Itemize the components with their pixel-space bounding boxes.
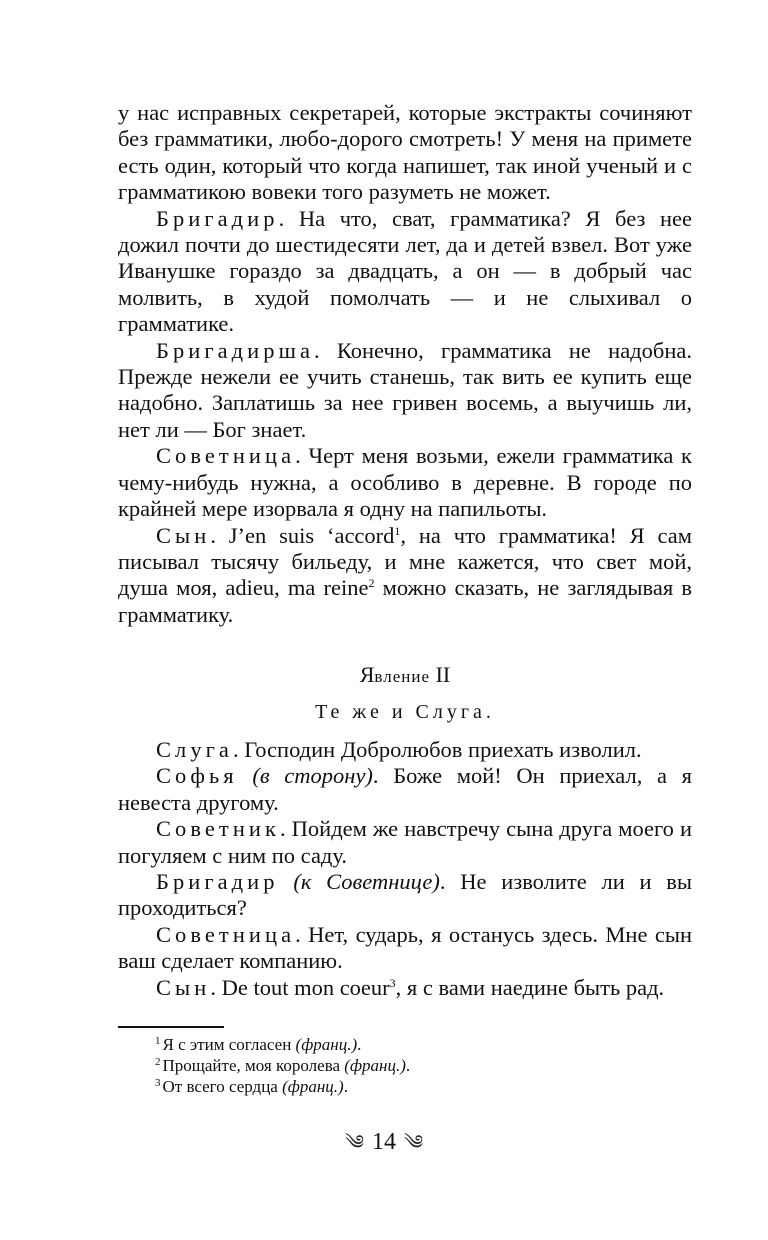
footnote-text: От всего сердца [162, 1077, 283, 1096]
scene-line-1 [118, 737, 692, 763]
ornament-right-icon: ༄ [404, 1132, 424, 1154]
paragraph-text: у нас исправных секретарей, которые экстракты сочиняют без грамматики, любо-дорого смотреть! У меня на примете есть один, который что когда напишет, так иной ученый и с грамматикою вовеки того разуметь не может. [118, 100, 692, 205]
footnotes [155, 1034, 675, 1097]
footnote-ref-2[interactable]: 2 [368, 576, 375, 591]
footnote-ref-1[interactable]: 1 [394, 523, 401, 538]
paragraph-4 [118, 443, 692, 522]
speech-text: . Господин Добролюбов приехать изволил. [232, 736, 642, 762]
footnote-2 [155, 1055, 675, 1076]
footnote-end: . [357, 1035, 362, 1054]
scene-title-initial: Я [359, 662, 375, 688]
footnote-divider [118, 1026, 224, 1028]
speech-text: . На что, сват, грамматика? Я без нее дожил почти до шестидесяти лет, да и детей взвел. Вот уже Иванушке гораздо за двадцать, а он — в добрый час молвить, в худой помолчать — и не слыхивал о грамматике. [118, 205, 692, 337]
speech-text: , на что грамматика! Я сам писывал тысячу бильеду, и мне кажется, что свет мой, душа моя, adieu, ma reine [118, 522, 692, 601]
main-text [118, 100, 692, 1001]
footnote-end: . [343, 1077, 348, 1096]
paragraph-3 [118, 338, 692, 444]
footnote-number: 3 [155, 1077, 161, 1089]
footnote-1 [155, 1034, 675, 1055]
speech-text: . Пойдем же навстречу сына друга моего и погуляем с ним по саду. [118, 816, 692, 868]
page-number: 14 [372, 1129, 396, 1155]
scene-line-5 [118, 922, 692, 975]
page-footer [0, 1120, 768, 1176]
ornament-left-icon: ༄ [344, 1132, 364, 1154]
paragraph-1 [118, 100, 692, 206]
speaker-name: Софья [156, 763, 238, 789]
stage-direction: (в сторону) [252, 763, 373, 789]
speaker-name: Советница [156, 921, 296, 947]
footnote-3 [155, 1076, 675, 1097]
paragraph-2 [118, 206, 692, 338]
paragraph-5 [118, 523, 692, 629]
scene-line-2 [118, 763, 692, 816]
speaker-name: Бригадир [156, 205, 279, 231]
speech-text: . Конечно, грамматика не надобна. Прежде нежели ее учить станешь, так вить ее купить еще надобно. Заплатишь за нее гривен восемь, а выучишь ли, нет ли — Бог знает. [118, 337, 692, 442]
speaker-name: Сын [156, 974, 211, 1000]
scene-line-4 [118, 869, 692, 922]
speaker-name: Советник [156, 816, 280, 842]
speech-text: . Черт меня возьми, ежели грамматика к чему-нибудь нужна, а особливо в деревне. В городе по крайней мере изорвала я одну на папильоты. [118, 443, 692, 522]
speech-text: , я с вами наедине быть рад. [395, 974, 665, 1000]
scene-number: II [430, 662, 451, 688]
footnote-ref-3[interactable]: 3 [389, 975, 396, 990]
speaker-name: Слуга [156, 736, 233, 762]
footnote-language-tag: (франц.) [295, 1035, 358, 1054]
speech-text: можно сказать, не заглядывая в грамматику. [118, 575, 692, 627]
speaker-name: Бригадир [156, 868, 279, 894]
speech-text: . De tout mon coeur [210, 974, 390, 1000]
footnote-number: 2 [155, 1056, 161, 1068]
footnote-language-tag: (франц.) [282, 1077, 344, 1096]
speech-text: . Нет, сударь, я останусь здесь. Мне сын ваш сделает компанию. [118, 921, 692, 974]
scene-title-rest: вление [374, 667, 431, 687]
speaker-name: Сын [156, 522, 211, 548]
scene-cast: Те же и Слуга. [315, 700, 495, 723]
speech-text: . Боже мой! Он приехал, а я невеста другому. [118, 763, 693, 815]
scene-line-3 [118, 816, 692, 869]
scene-title [118, 662, 692, 690]
scene-line-6 [118, 975, 692, 1001]
footnote-end: . [405, 1056, 411, 1075]
footnote-language-tag: (франц.) [344, 1056, 406, 1075]
stage-direction: (к Советнице) [293, 868, 440, 894]
footnote-text: Прощайте, моя королева [162, 1056, 345, 1075]
speech-text: . Не изволите ли и вы проходиться? [118, 868, 693, 921]
speech-text: . J’en suis ‘accord [210, 522, 395, 548]
speaker-name: Советница [156, 443, 296, 469]
speaker-name: Бригадирша [156, 337, 314, 363]
footnote-number: 1 [155, 1035, 161, 1047]
footnote-text: Я с этим согласен [162, 1035, 296, 1054]
